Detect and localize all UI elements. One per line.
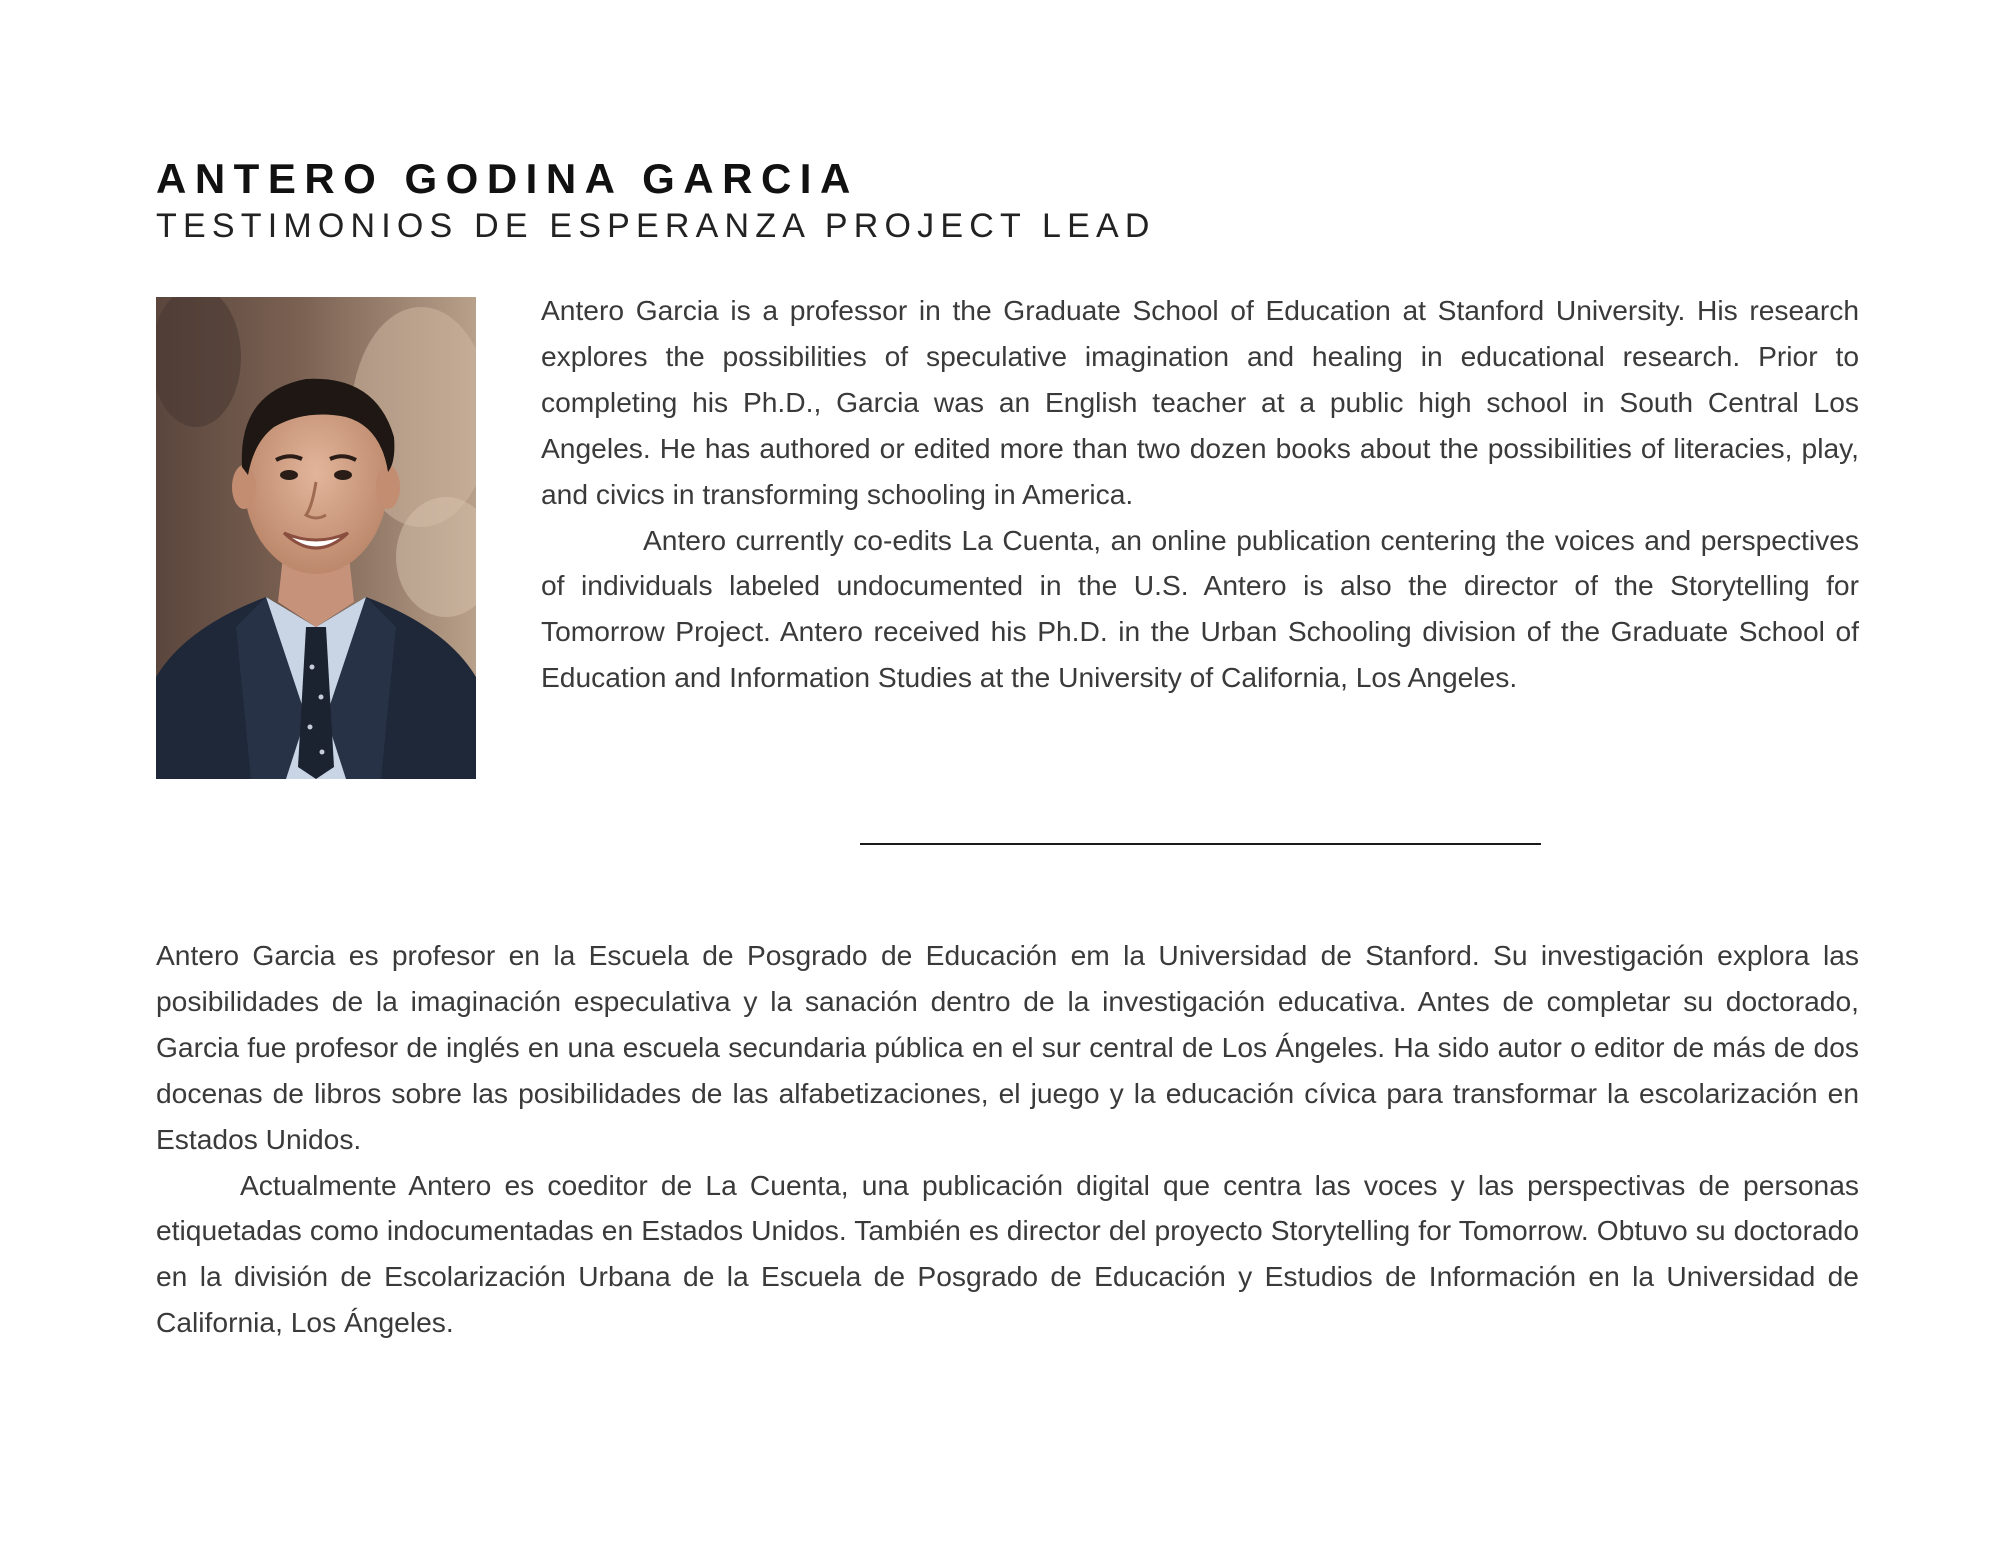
section-divider	[860, 843, 1541, 845]
person-role: TESTIMONIOS DE ESPERANZA PROJECT LEAD	[156, 207, 1156, 245]
bio-en-paragraph-2: Antero currently co-edits La Cuenta, an online publication centering the voices and perspectives of individuals labeled undocumented in the U.S. Antero is also the director of the Storytelling for Tomorrow Project. Antero received his Ph.D. in the Urban Schooling division of the Graduate School of Education and Information Studies at the University of California, Los Angeles.	[541, 523, 1859, 694]
bio-en-paragraph-1: Antero Garcia is a professor in the Graduate School of Education at Stanford University. His research explores the possibilities of speculative imagination and healing in educational research. Prior to completing his Ph.D., Garcia was an English teacher at a public high school in South Central Los Angeles. He has authored or edited more than two dozen books about the possibilities of literacies, play, and civics in transforming schooling in America.	[541, 294, 1859, 510]
bio-spanish	[156, 933, 1859, 1346]
bio-es-paragraph-2: Actualmente Antero es coeditor de La Cuenta, una publicación digital que centra las voces y las perspectivas de personas etiquetadas como indocumentadas en Estados Unidos. También es director del proyecto Storytelling for Tomorrow. Obtuvo su doctorado en la división de Escolarización Urbana de la Escuela de Posgrado de Educación y Estudios de Información en la Universidad de California, Los Ángeles.	[156, 1168, 1859, 1339]
bio-es-paragraph-1: Antero Garcia es profesor en la Escuela de Posgrado de Educación em la Universidad de Stanford. Su investigación explora las posibilidades de la imaginación especulativa y la sanación dentro de la investigación educativa. Antes de completar su doctorado, Garcia fue profesor de inglés en una escuela secundaria pública en el sur central de Los Ángeles. Ha sido autor o editor de más de dos docenas de libros sobre las posibilidades de las alfabetizaciones, el juego y la educación cívica para transformar la escolarización en Estados Unidos.	[156, 939, 1859, 1155]
bio-english	[541, 288, 1859, 701]
person-photo-icon	[156, 297, 476, 779]
portrait-photo	[156, 297, 476, 779]
person-name: ANTERO GODINA GARCIA	[156, 155, 859, 202]
